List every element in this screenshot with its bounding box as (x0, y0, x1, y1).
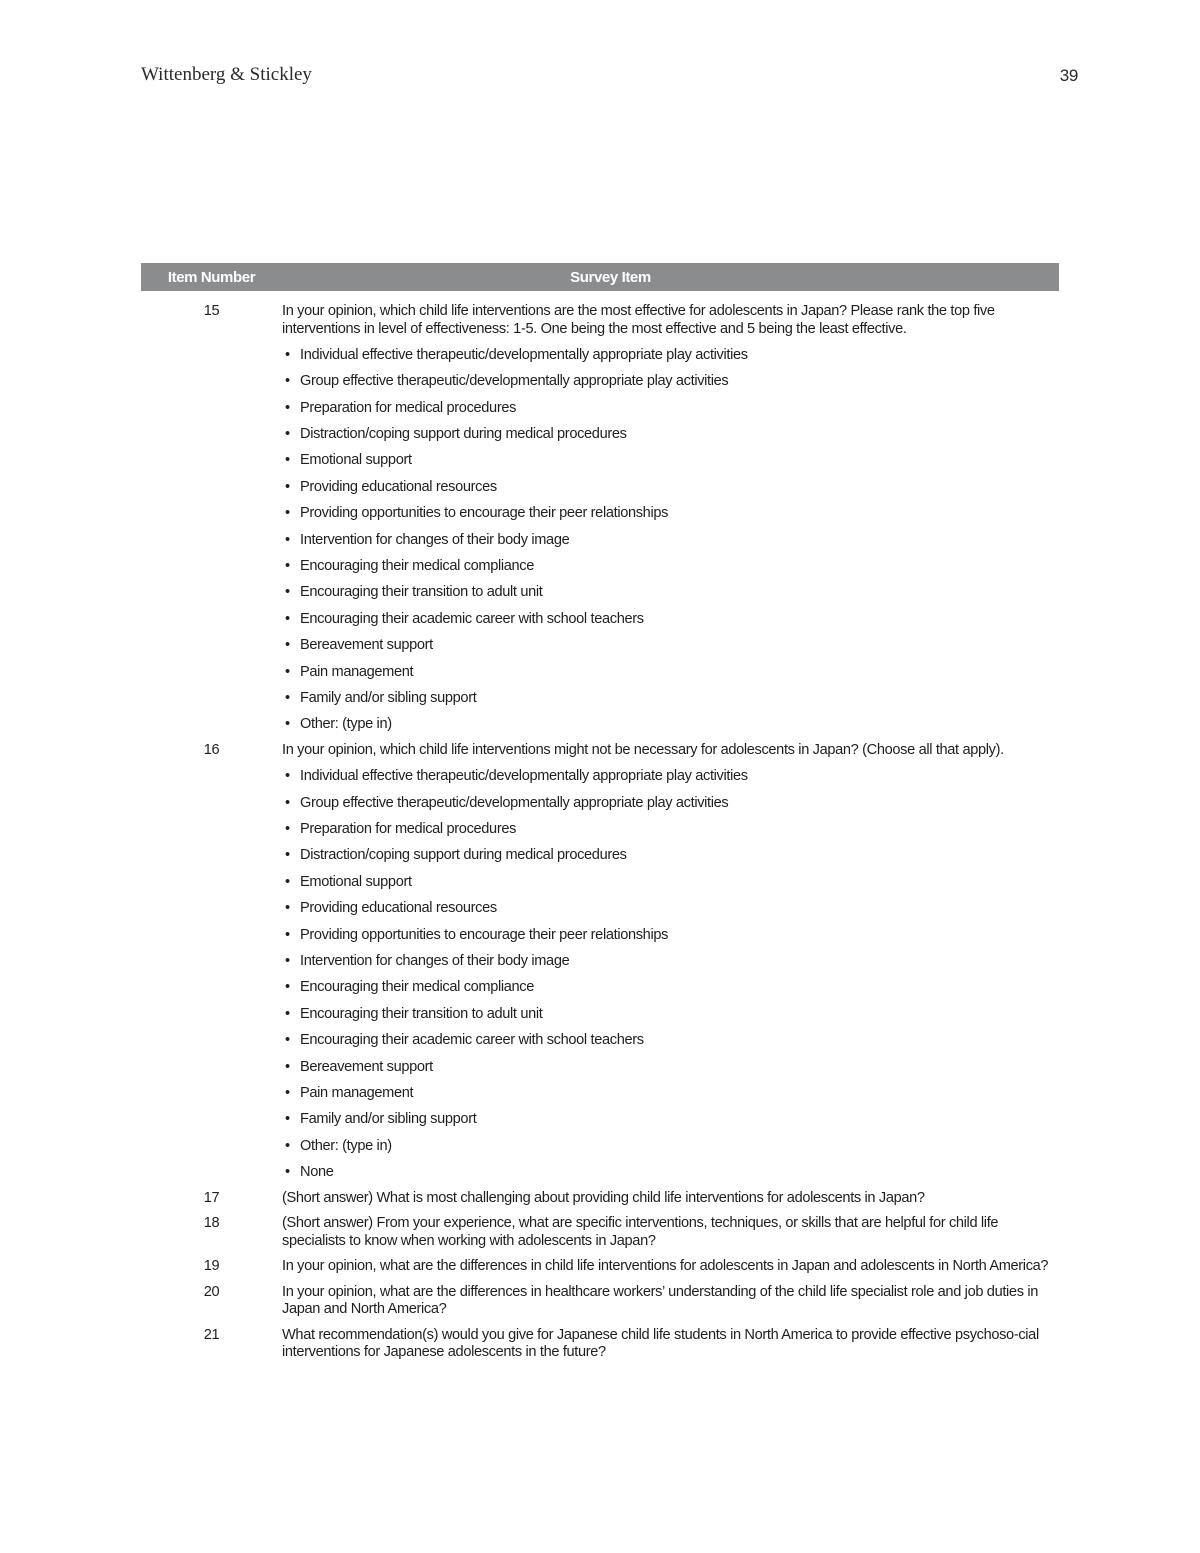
option-text: Providing opportunities to encourage their peer relationships (300, 926, 669, 943)
running-head: Wittenberg & Stickley (141, 64, 312, 85)
option-list (282, 768, 1059, 1181)
survey-question: In your opinion, which child life interventions are the most effective for adolescents in Japan? Please rank the top five interventions in level of effectiveness: 1-5. One being the most effective and 5 being the least effective. (282, 303, 995, 337)
bullet-icon: • (285, 952, 290, 969)
option-item (285, 532, 1059, 550)
option-item (285, 927, 1059, 945)
option-item (285, 768, 1059, 786)
bullet-icon: • (285, 900, 290, 917)
option-text: Providing educational resources (300, 478, 497, 495)
option-text: Encouraging their transition to adult unit (300, 1005, 543, 1022)
bullet-icon: • (285, 794, 290, 811)
survey-item (282, 1258, 1059, 1276)
option-item (285, 1111, 1059, 1129)
table-row (141, 1190, 1059, 1208)
option-text: Encouraging their academic career with school teachers (300, 1032, 644, 1049)
option-text: Other: (type in) (300, 716, 392, 733)
bullet-icon: • (285, 584, 290, 601)
option-list (282, 347, 1059, 734)
item-number: 19 (203, 1258, 220, 1275)
table-row (141, 1258, 1059, 1276)
table-row (141, 1327, 1059, 1362)
bullet-icon: • (285, 346, 290, 363)
option-text: Bereavement support (300, 637, 433, 654)
table-header (141, 263, 1059, 291)
option-text: Intervention for changes of their body image (300, 531, 570, 548)
survey-item (282, 1327, 1059, 1362)
survey-question: (Short answer) From your experience, what are specific interventions, techniques, or skills that are helpful for child life specialists to know when working with adolescents in Japan? (282, 1215, 999, 1249)
item-number: 17 (203, 1189, 220, 1206)
bullet-icon: • (285, 1164, 290, 1181)
option-item (285, 847, 1059, 865)
bullet-icon: • (285, 689, 290, 706)
option-item (285, 1006, 1059, 1024)
survey-question: (Short answer) What is most challenging about providing child life interventions for adolescents in Japan? (282, 1189, 925, 1206)
option-text: Encouraging their medical compliance (300, 558, 535, 575)
option-text: Group effective therapeutic/developmentally appropriate play activities (300, 373, 729, 390)
item-number: 16 (203, 741, 220, 758)
option-text: Distraction/coping support during medical procedures (300, 847, 627, 864)
option-text: Pain management (300, 663, 414, 680)
option-item (285, 505, 1059, 523)
option-text: Emotional support (300, 452, 412, 469)
option-text: Preparation for medical procedures (300, 821, 517, 838)
bullet-icon: • (285, 663, 290, 680)
bullet-icon: • (285, 1111, 290, 1128)
option-item (285, 558, 1059, 576)
option-item (285, 1138, 1059, 1156)
option-item (285, 900, 1059, 918)
option-item (285, 584, 1059, 602)
table-row (141, 1284, 1059, 1319)
survey-item (282, 742, 1059, 1182)
option-item (285, 1032, 1059, 1050)
option-text: Individual effective therapeutic/developmentally appropriate play activities (300, 768, 748, 785)
option-item (285, 795, 1059, 813)
bullet-icon: • (285, 1137, 290, 1154)
bullet-icon: • (285, 426, 290, 443)
option-item (285, 664, 1059, 682)
bullet-icon: • (285, 821, 290, 838)
bullet-icon: • (285, 452, 290, 469)
header-survey-item: Survey Item (570, 268, 651, 286)
option-text: Emotional support (300, 873, 412, 890)
option-text: Family and/or sibling support (300, 1111, 477, 1128)
option-item (285, 716, 1059, 734)
table-body (141, 291, 1059, 1362)
option-item (285, 821, 1059, 839)
option-text: Other: (type in) (300, 1137, 392, 1154)
option-item (285, 637, 1059, 655)
option-item (285, 979, 1059, 997)
option-item (285, 426, 1059, 444)
option-text: Encouraging their academic career with school teachers (300, 610, 644, 627)
option-item (285, 347, 1059, 365)
option-item (285, 690, 1059, 708)
option-item (285, 452, 1059, 470)
option-text: Intervention for changes of their body image (300, 952, 570, 969)
bullet-icon: • (285, 399, 290, 416)
option-item (285, 1059, 1059, 1077)
item-number: 21 (203, 1326, 220, 1343)
bullet-icon: • (285, 505, 290, 522)
bullet-icon: • (285, 1084, 290, 1101)
option-text: Distraction/coping support during medical procedures (300, 426, 627, 443)
option-item (285, 479, 1059, 497)
bullet-icon: • (285, 1032, 290, 1049)
bullet-icon: • (285, 373, 290, 390)
option-text: Encouraging their transition to adult unit (300, 584, 543, 601)
option-text: Providing opportunities to encourage their peer relationships (300, 505, 669, 522)
table-row (141, 742, 1059, 1182)
header-item-number: Item Number (167, 268, 256, 286)
bullet-icon: • (285, 926, 290, 943)
option-item (285, 953, 1059, 971)
bullet-icon: • (285, 558, 290, 575)
page-number: 39 (1059, 66, 1078, 85)
option-text: Group effective therapeutic/developmentally appropriate play activities (300, 794, 729, 811)
bullet-icon: • (285, 637, 290, 654)
option-item (285, 1164, 1059, 1182)
option-item (285, 874, 1059, 892)
survey-question: In your opinion, what are the differences in child life interventions for adolescents in Japan and adolescents in North America? (282, 1258, 1049, 1275)
bullet-icon: • (285, 716, 290, 733)
option-text: Family and/or sibling support (300, 689, 477, 706)
bullet-icon: • (285, 847, 290, 864)
option-item (285, 611, 1059, 629)
bullet-icon: • (285, 531, 290, 548)
survey-item (282, 1284, 1059, 1319)
survey-question: In your opinion, what are the differences in healthcare workers’ understanding of the child life specialist role and job duties in Japan and North America? (282, 1283, 1039, 1318)
option-item (285, 373, 1059, 391)
bullet-icon: • (285, 1005, 290, 1022)
bullet-icon: • (285, 768, 290, 785)
survey-question: In your opinion, which child life interventions might not be necessary for adolescents in Japan? (Choose all that apply). (282, 741, 1004, 758)
option-text: Preparation for medical procedures (300, 399, 517, 416)
bullet-icon: • (285, 1058, 290, 1075)
survey-table (141, 263, 1059, 1362)
survey-item (282, 1215, 1059, 1250)
item-number: 15 (203, 303, 220, 319)
survey-item (282, 303, 1059, 734)
bullet-icon: • (285, 610, 290, 627)
option-item (285, 400, 1059, 418)
option-text: None (300, 1164, 334, 1181)
item-number: 18 (203, 1215, 220, 1232)
option-text: Individual effective therapeutic/developmentally appropriate play activities (300, 346, 748, 363)
bullet-icon: • (285, 478, 290, 495)
table-row (141, 303, 1059, 734)
option-text: Encouraging their medical compliance (300, 979, 535, 996)
option-text: Bereavement support (300, 1058, 433, 1075)
survey-question: What recommendation(s) would you give for Japanese child life students in North America to provide effective psychoso-cial interventions for Japanese adolescents in the future? (282, 1326, 1039, 1361)
option-text: Providing educational resources (300, 900, 497, 917)
option-text: Pain management (300, 1084, 414, 1101)
survey-item (282, 1190, 1059, 1208)
bullet-icon: • (285, 979, 290, 996)
item-number: 20 (203, 1283, 220, 1300)
option-item (285, 1085, 1059, 1103)
table-row (141, 1215, 1059, 1250)
bullet-icon: • (285, 873, 290, 890)
